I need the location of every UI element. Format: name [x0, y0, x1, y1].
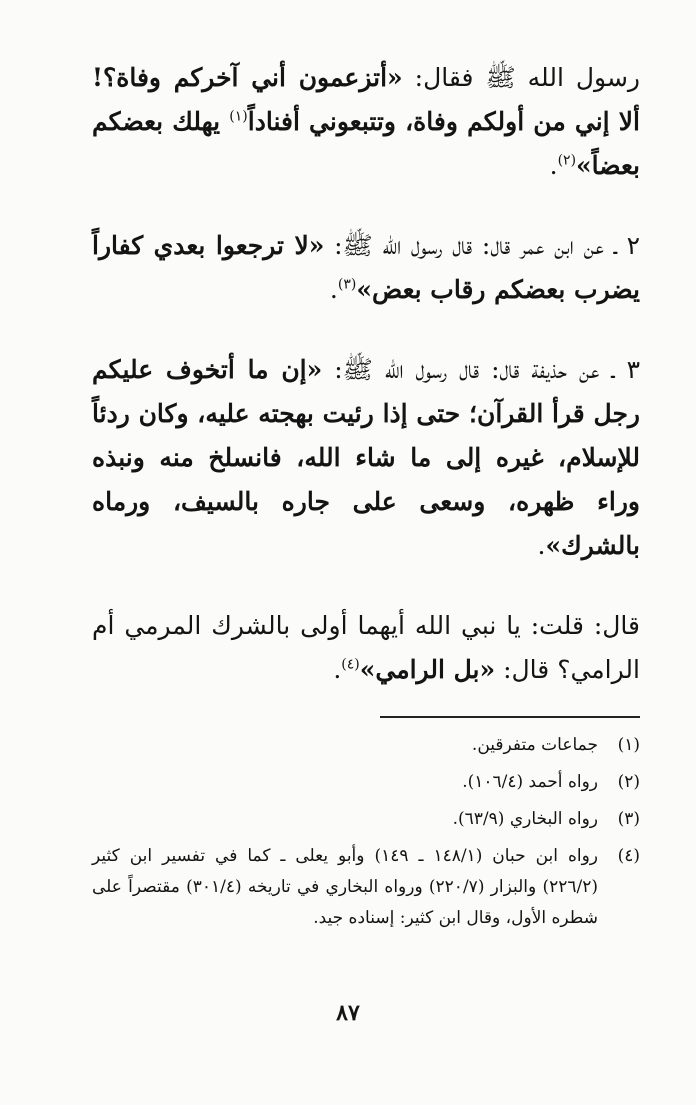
- footnote-ref: (٤): [341, 656, 360, 673]
- sentence-end: .: [537, 531, 546, 560]
- hadith-quote: «إن ما أتخوف عليكم رجل قرأ القرآن؛ حتى إذا رئيت بهجته عليه، وكان ردئاً للإسلام، غيره إلى ما شاء الله، فانسلخ منه ونبذه وراء ظهره، وسعى على جاره بالسيف، ورماه بالشرك»: [92, 355, 640, 560]
- paragraph-hadith-1: [92, 56, 640, 188]
- footnote-divider: [380, 716, 640, 718]
- footnote-text: رواه ابن حبان (١٤٨/١ ـ ١٤٩) وأبو يعلى ـ كما في تفسير ابن كثير (٢٢٦/٢) والبزار (٢٢٠/٧) ورواه البخاري في تاريخه (٣٠١/٤) مقتصراً على شطره الأول، وقال ابن كثير: إسناده جيد.: [92, 846, 598, 928]
- footnote-item: [92, 841, 640, 934]
- footnote-item: [92, 767, 640, 798]
- footnote-text: رواه أحمد (١٠٦/٤).: [462, 772, 598, 792]
- footnote-number: (٣): [617, 809, 640, 829]
- footnote-number: (٢): [617, 772, 640, 792]
- hadith-quote: «بل الرامي»: [359, 655, 496, 684]
- hadith-quote: «لا ترجعوا بعدي كفاراً يضرب بعضكم رقاب بعض»: [92, 231, 640, 304]
- hadith-quote: «أتزعمون أني آخركم وفاة؟! ألا إني من أولكم وفاة، وتتبعوني أفناداً: [92, 63, 640, 136]
- paragraph-question: [92, 604, 640, 692]
- hadith-intro: ٣ ـ عن حذيفة قال: قال رسول الله ﷺ:: [322, 355, 640, 384]
- paragraph-hadith-3: [92, 348, 640, 568]
- footnote-ref: (٢): [557, 152, 577, 169]
- page-number: ٨٧: [336, 1000, 360, 1026]
- hadith-intro: رسول الله ﷺ فقال:: [402, 63, 640, 92]
- footnote-ref: (١): [229, 108, 248, 125]
- hadith-intro: ٢ ـ عن ابن عمر قال: قال رسول الله ﷺ:: [324, 231, 640, 260]
- hadith-quote-cont: يهلك بعضكم بعضاً»: [92, 107, 640, 180]
- footnote-item: [92, 804, 640, 835]
- footnote-text: رواه البخاري (٦٣/٩).: [452, 809, 598, 829]
- paragraph-hadith-2: [92, 224, 640, 312]
- sentence-end: .: [549, 151, 558, 180]
- footnotes: [92, 730, 640, 940]
- sentence-end: .: [333, 655, 342, 684]
- footnote-number: (٤): [617, 846, 640, 866]
- footnote-number: (١): [617, 735, 640, 755]
- footnote-item: [92, 730, 640, 761]
- footnote-text: جماعات متفرقين.: [471, 735, 598, 755]
- footnote-ref: (٣): [337, 276, 357, 293]
- sentence-end: .: [329, 275, 338, 304]
- question-intro: قال: قلت: يا نبي الله أيهما أولى بالشرك المرمي أم الرامي؟ قال:: [92, 611, 640, 684]
